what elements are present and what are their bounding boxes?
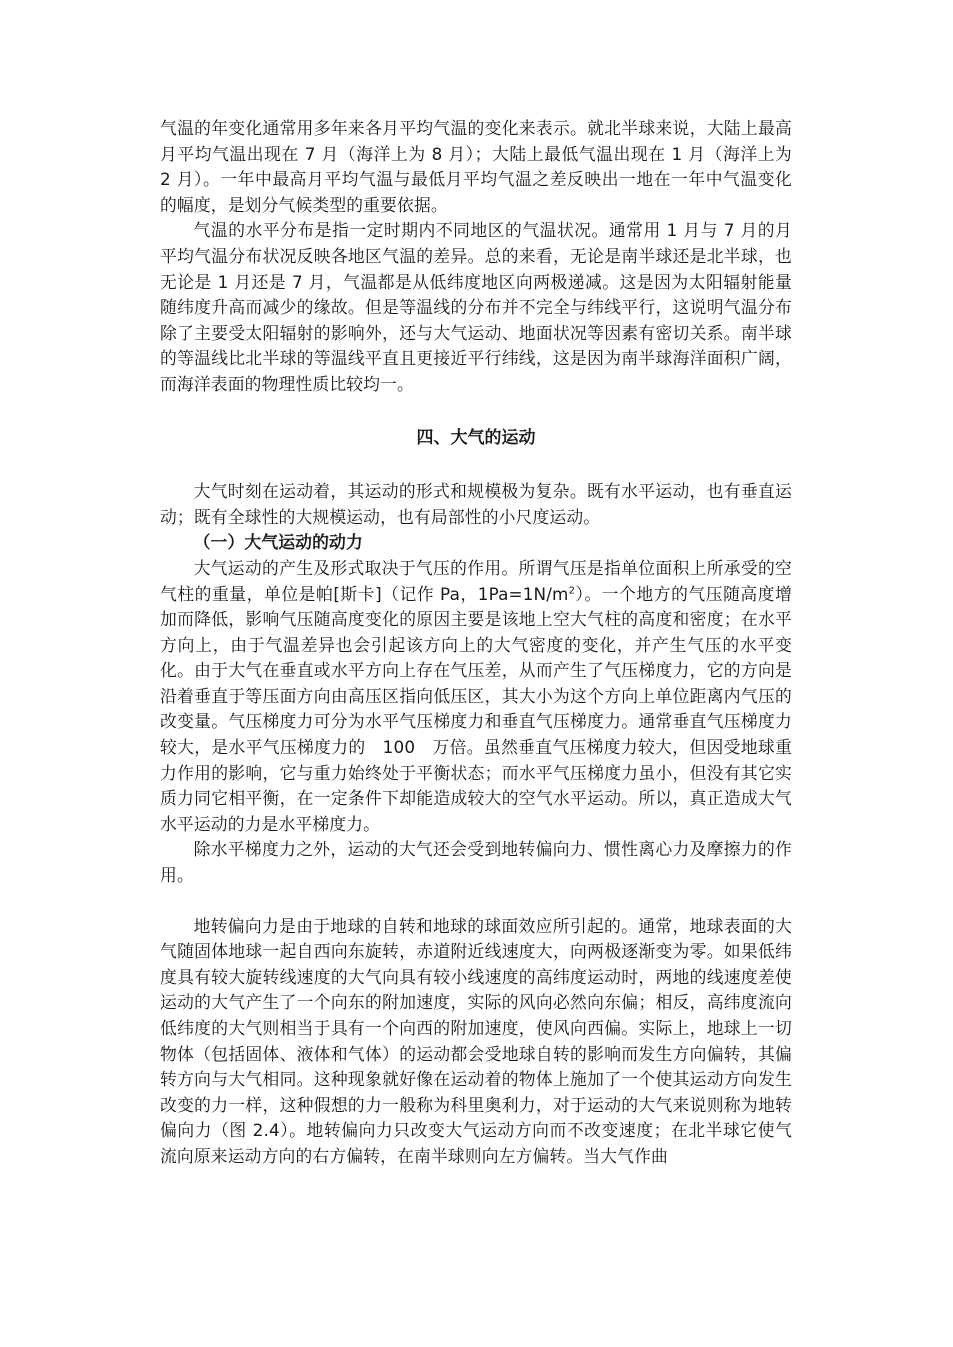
paragraph-other-forces: 除水平梯度力之外，运动的大气还会受到地转偏向力、惯性离心力及摩擦力的作用。 xyxy=(160,839,792,886)
paragraph-horizontal-distribution: 气温的水平分布是指一定时期内不同地区的气温状况。通常用 1 月与 7 月的月平均气温分布状况反映各地区气温的差异。总的来看，无论是南半球还是北半球，也无论是 1 月还是 7 月，气温都是从低纬度地区向两极递减。这是因为太阳辐射能量随纬度升高而减少的缘故。但是等温线的分布并不完全与纬线平行，这说明气温分布除了主要受太阳辐射的影响外，还与大气运动、地面状况等因素有密切关系。南半球的等温线比北半球的等温线平直且更接近平行纬线，这是因为南半球海洋面积广阔，而海洋表面的物理性质比较均一。 xyxy=(160,220,792,394)
paragraph-annual-temperature: 气温的年变化通常用多年来各月平均气温的变化来表示。就北半球来说，大陆上最高月平均气温出现在 7 月（海洋上为 8 月）；大陆上最低气温出现在 1 月（海洋上为 2 月）。一年中最高月平均气温与最低月平均气温之差反映出一地在一年中气温变化的幅度，是划分气候类型的重要依据。 xyxy=(160,118,792,215)
document-page xyxy=(160,116,792,1170)
spacer xyxy=(160,451,792,479)
pressure-text-part2: ）。一个地方的气压随高度增加而降低，影响气压随高度变化的原因主要是该地上空大气柱的高度和密度；在水平方向上，由于气温差异也会引起该方向上的大气密度的变化，并产生气压的水平变化。由于大气在垂直或水平方向上存在气压差，从而产生了气压梯度力，它的方向是沿着垂直于等压面方向由高压区指向低压区，其大小为这个方向上单位距离内气压的改变量。气压梯度力可分为水平气压梯度力和垂直气压梯度力。通常垂直气压梯度力较大，是水平气压梯度力的 100 万倍。虽然垂直气压梯度力较大，但因受地球重力作用的影响，它与重力始终处于平衡状态；而水平气压梯度力虽小，但没有其它实质力同它相平衡，在一定条件下却能造成较大的空气水平运动。所以，真正造成大气水平运动的力是水平梯度力。 xyxy=(160,583,792,834)
superscript-two: 2 xyxy=(568,584,576,596)
spacer xyxy=(160,398,792,426)
section-title: 四、大气的运动 xyxy=(416,427,536,448)
subsection-title: （一）大气运动的动力 xyxy=(193,532,363,553)
pressure-text-part1: 大气运动的产生及形式取决于气压的作用。所谓气压是指单位面积上所承受的空气柱的重量，单位是帕[斯卡]（记作 Pa，1Pa=1N/m xyxy=(160,557,792,604)
paragraph-atmosphere-motion: 大气时刻在运动着，其运动的形式和规模极为复杂。既有水平运动，也有垂直运动；既有全球性的大规模运动，也有局部性的小尺度运动。 xyxy=(160,481,792,527)
paragraph-coriolis-force: 地转偏向力是由于地球的自转和地球的球面效应所引起的。通常，地球表面的大气随固体地球一起自西向东旋转，赤道附近线速度大，向两极逐渐变为零。如果低纬度具有较大旋转线速度的大气向具有较小线速度的高纬度运动时，两地的线速度差使运动的大气产生了一个向东的附加速度，实际的风向必然向东偏；相反，高纬度流向低纬度的大气则相当于具有一个向西的附加速度，使风向西偏。实际上，地球上一切物体（包括固体、液体和气体）的运动都会受地球自转的影响而发生方向偏转，其偏转方向与大气相同。这种现象就好像在运动着的物体上施加了一个使其运动方向发生改变的力一样，这种假想的力一般称为科里奥利力，对于运动的大气来说则称为地转偏向力（图 2.4）。地转偏向力只改变大气运动方向而不改变速度；在北半球它使气流向原来运动方向的右方偏转，在南半球则向左方偏转。当大气作曲 xyxy=(160,915,792,1166)
spacer xyxy=(160,889,792,914)
paragraph-pressure-gradient xyxy=(160,556,792,838)
